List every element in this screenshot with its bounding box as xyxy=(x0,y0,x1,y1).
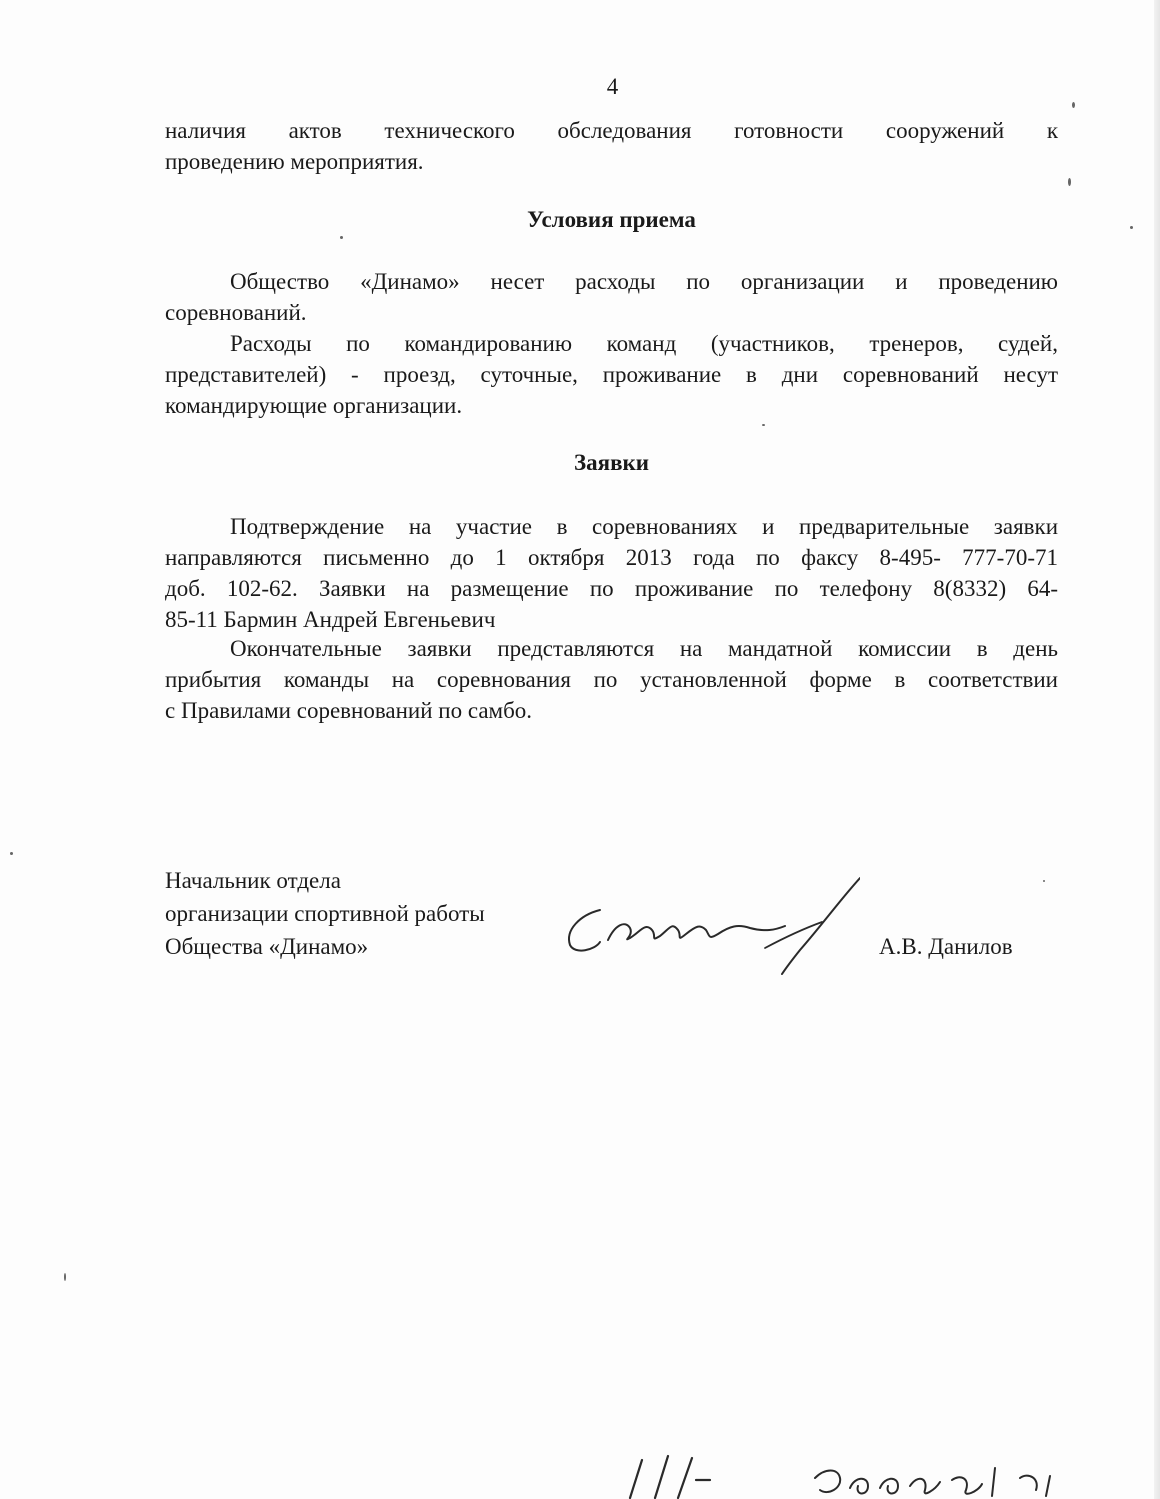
conditions-p2-line-1: Расходы по командированию команд (участников, тренеров, судей, xyxy=(230,331,1058,356)
intro-line-2: проведению мероприятия. xyxy=(165,149,424,174)
handwritten-signature xyxy=(560,870,860,980)
conditions-paragraph-2 xyxy=(165,328,1058,421)
applications-p2-line-3: с Правилами соревнований по самбо. xyxy=(165,698,533,723)
scan-speck xyxy=(1130,226,1133,229)
intro-line-1: наличия актов технического обследования готовности сооружений к xyxy=(165,118,1058,143)
applications-p2-line-2: прибытия команды на соревнования по установленной форме в соответствии xyxy=(165,667,1058,692)
conditions-p2-line-2: представителей) - проезд, суточные, проживание в дни соревнований несут xyxy=(165,362,1058,387)
signatory-title-line-2: организации спортивной работы xyxy=(165,901,485,926)
scan-speck xyxy=(10,852,13,855)
signatory-title xyxy=(165,864,485,963)
applications-paragraph-2 xyxy=(165,633,1058,726)
applications-p2-line-1: Окончательные заявки представляются на мандатной комиссии в день xyxy=(230,636,1058,661)
applications-p1-line-1: Подтверждение на участие в соревнованиях и предварительные заявки xyxy=(230,514,1058,539)
scan-speck xyxy=(762,424,765,426)
scan-speck xyxy=(1068,178,1071,186)
conditions-p2-line-3: командирующие организации. xyxy=(165,393,463,418)
conditions-p1-line-2: соревнований. xyxy=(165,300,307,325)
intro-paragraph xyxy=(165,115,1058,177)
applications-p1-line-2: направляются письменно до 1 октября 2013 года по факсу 8-495- 777-70-71 xyxy=(165,545,1058,570)
scan-edge xyxy=(1154,0,1160,1499)
applications-paragraph-1 xyxy=(165,511,1058,635)
conditions-p1-line-1: Общество «Динамо» несет расходы по организации и проведению xyxy=(230,269,1058,294)
scan-speck xyxy=(340,236,343,239)
section-heading-applications: Заявки xyxy=(573,450,649,475)
handwritten-note xyxy=(600,1438,1060,1499)
conditions-paragraph-1 xyxy=(165,266,1058,328)
scan-speck xyxy=(1043,880,1045,882)
section-heading-conditions: Условия приема xyxy=(527,207,696,232)
scan-speck xyxy=(64,1273,66,1281)
applications-p1-line-3: доб. 102-62. Заявки на размещение по проживание по телефону 8(8332) 64- xyxy=(165,576,1058,601)
applications-p1-line-4: 85-11 Бармин Андрей Евгеньевич xyxy=(165,607,496,632)
scan-speck xyxy=(1072,102,1075,108)
signatory-title-line-3: Общества «Динамо» xyxy=(165,934,369,959)
signatory-title-line-1: Начальник отдела xyxy=(165,868,341,893)
page-number: 4 xyxy=(606,74,619,99)
signatory-name: А.В. Данилов xyxy=(879,934,1013,959)
